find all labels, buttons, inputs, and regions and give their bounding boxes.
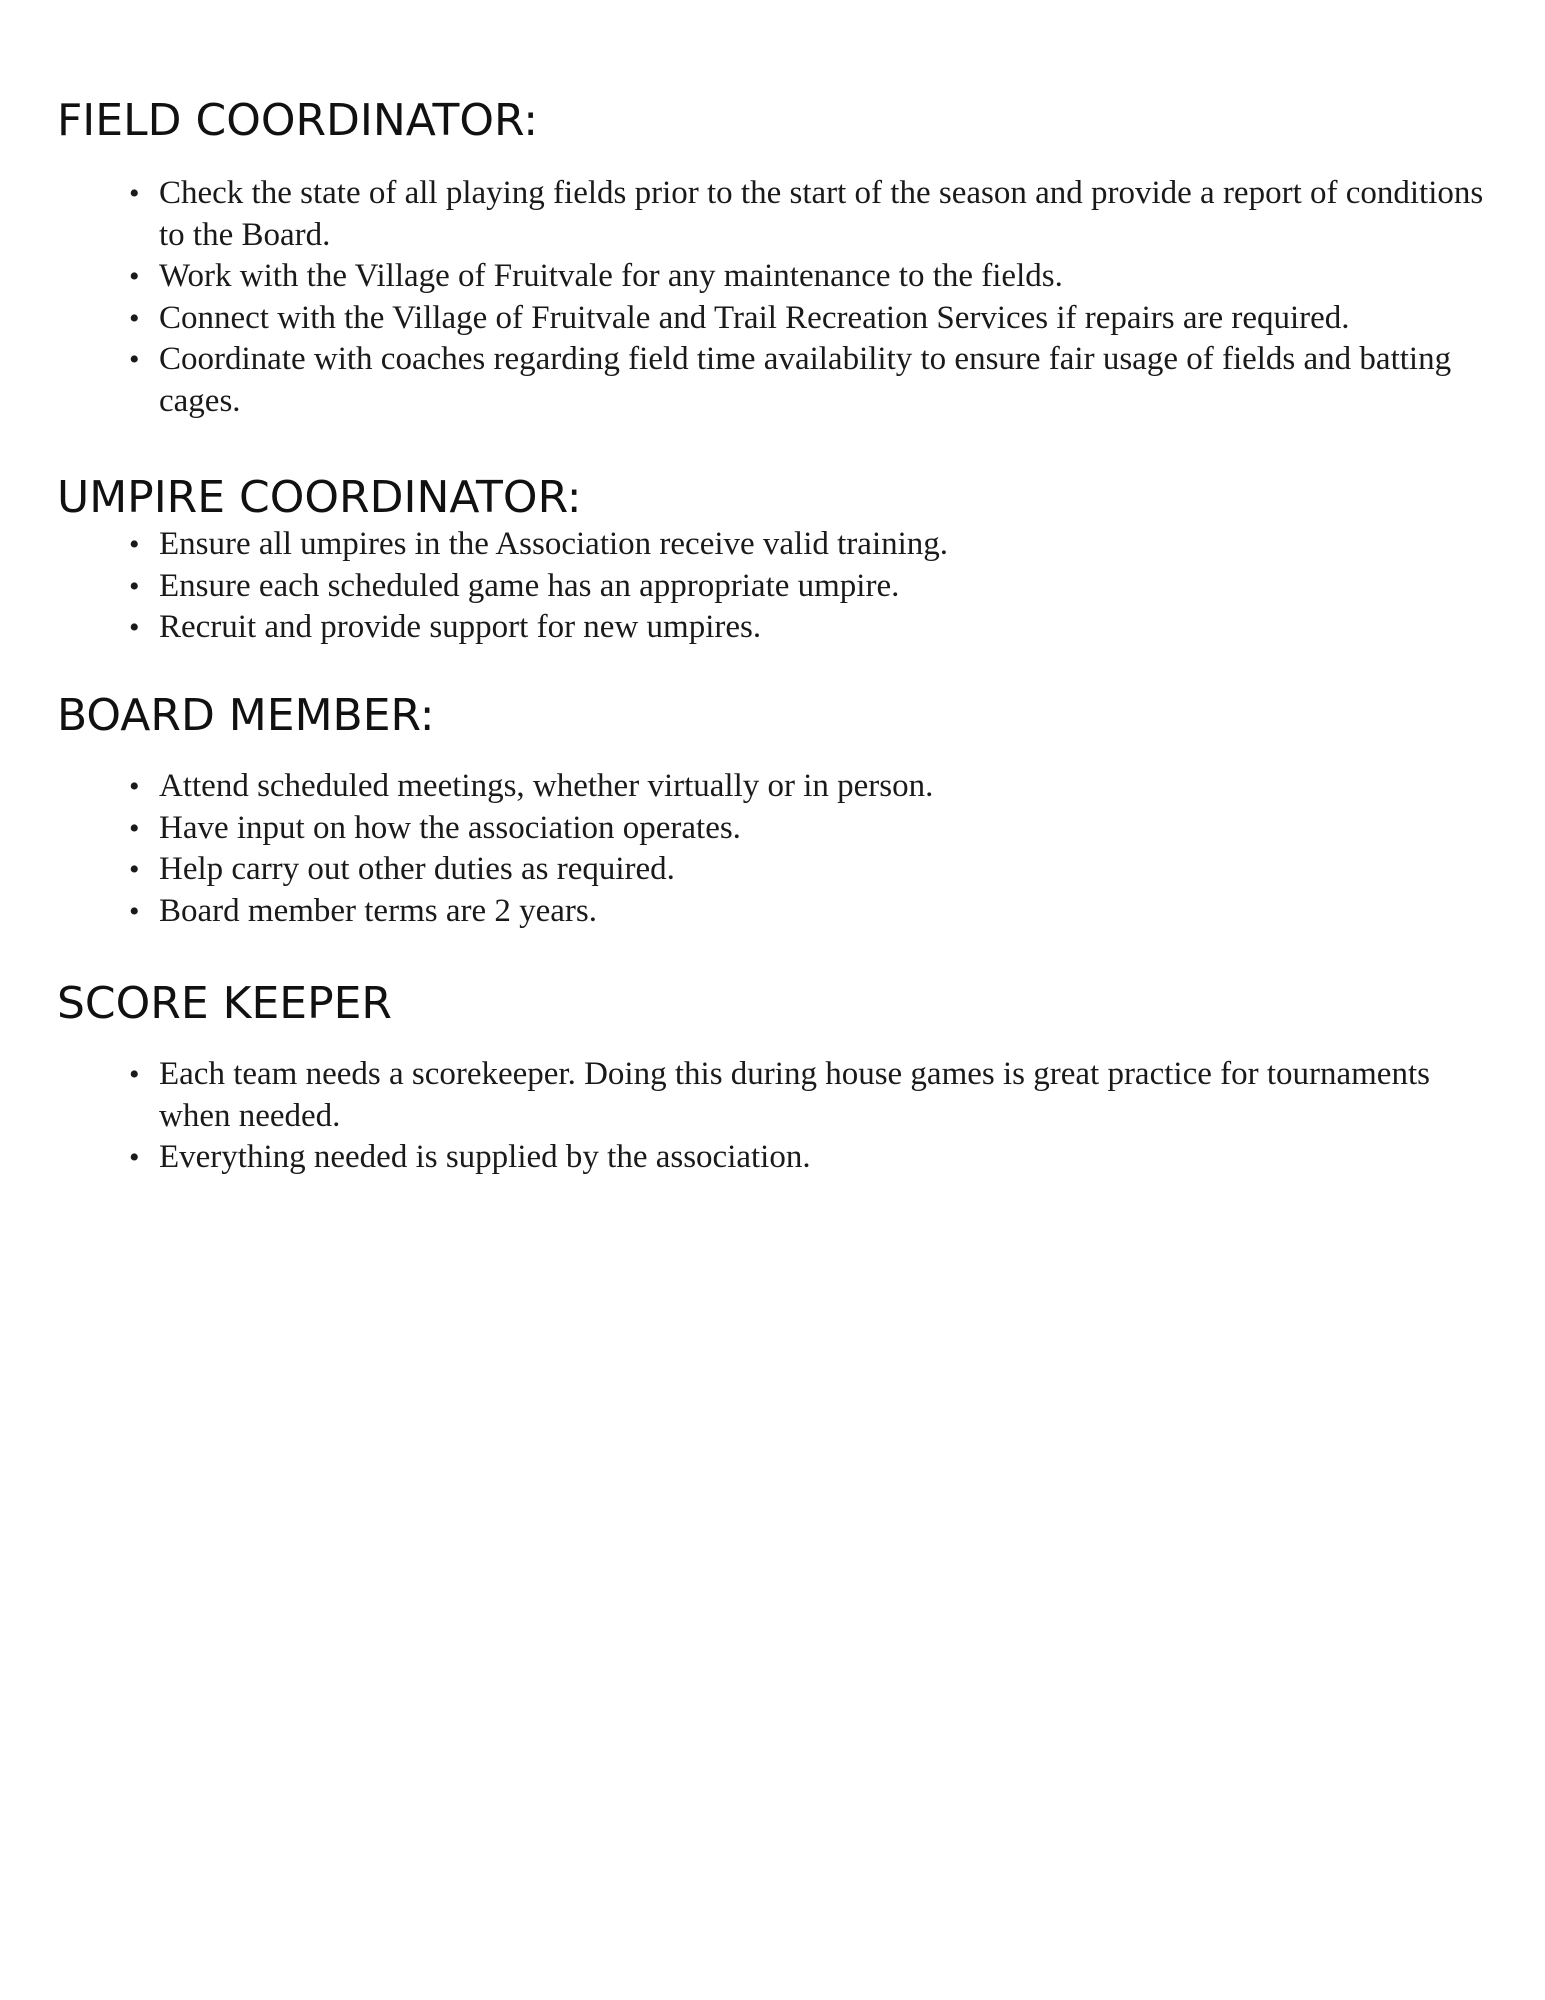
list-item <box>129 891 1497 933</box>
bullet-icon: • <box>129 528 140 561</box>
bullet-list <box>57 524 1497 649</box>
list-item <box>129 256 1497 298</box>
section-score-keeper <box>57 978 1497 1179</box>
list-item <box>129 298 1497 340</box>
section-heading: UMPIRE COORDINATOR: <box>57 472 582 523</box>
section-heading: FIELD COORDINATOR: <box>57 95 539 146</box>
list-item <box>129 173 1497 256</box>
list-item-text: Attend scheduled meetings, whether virtually or in person. <box>159 768 934 804</box>
list-item <box>129 766 1497 808</box>
list-item <box>129 849 1497 891</box>
bullet-icon: • <box>129 569 140 603</box>
list-item-text: Each team needs a scorekeeper. Doing this during house games is great practice for tournaments when needed. <box>159 1056 1430 1134</box>
bullet-icon: • <box>129 301 140 335</box>
list-item <box>129 566 1497 608</box>
bullet-icon: • <box>129 1058 140 1091</box>
bullet-list <box>57 173 1497 422</box>
list-item-text: Check the state of all playing fields prior to the start of the season and provide a report of conditions to the Board. <box>159 175 1484 253</box>
list-item-text: Everything needed is supplied by the association. <box>159 1139 811 1175</box>
list-item <box>129 1054 1497 1137</box>
bullet-icon: • <box>129 177 140 210</box>
list-item <box>129 524 1497 566</box>
list-item-text: Work with the Village of Fruitvale for any maintenance to the fields. <box>159 258 1063 294</box>
section-heading: SCORE KEEPER <box>57 978 393 1029</box>
bullet-list <box>57 1054 1497 1179</box>
list-item <box>129 1137 1497 1179</box>
section-heading: BOARD MEMBER: <box>57 690 435 741</box>
section-field-coordinator <box>57 95 1497 422</box>
list-item-text: Connect with the Village of Fruitvale and Trail Recreation Services if repairs are required. <box>159 299 1350 336</box>
list-item-text: Have input on how the association operates. <box>159 809 741 846</box>
list-item <box>129 607 1497 649</box>
list-item <box>129 339 1497 422</box>
bullet-icon: • <box>129 343 140 376</box>
list-item-text: Ensure all umpires in the Association receive valid training. <box>159 526 949 562</box>
list-item-text: Recruit and provide support for new umpires. <box>159 609 762 645</box>
list-item-text: Coordinate with coaches regarding field time availability to ensure fair usage of fields and batting cages. <box>159 341 1452 419</box>
bullet-icon: • <box>129 770 140 803</box>
section-umpire-coordinator <box>57 472 1497 649</box>
list-item-text: Ensure each scheduled game has an appropriate umpire. <box>159 567 900 604</box>
section-board-member <box>57 690 1497 932</box>
list-item-text: Help carry out other duties as required. <box>159 851 675 887</box>
bullet-icon: • <box>129 853 140 886</box>
bullet-icon: • <box>129 260 140 293</box>
bullet-icon: • <box>129 611 140 644</box>
bullet-icon: • <box>129 894 140 928</box>
list-item <box>129 808 1497 850</box>
bullet-list <box>57 766 1497 932</box>
list-item-text: Board member terms are 2 years. <box>159 892 597 929</box>
bullet-icon: • <box>129 1141 140 1174</box>
bullet-icon: • <box>129 811 140 845</box>
